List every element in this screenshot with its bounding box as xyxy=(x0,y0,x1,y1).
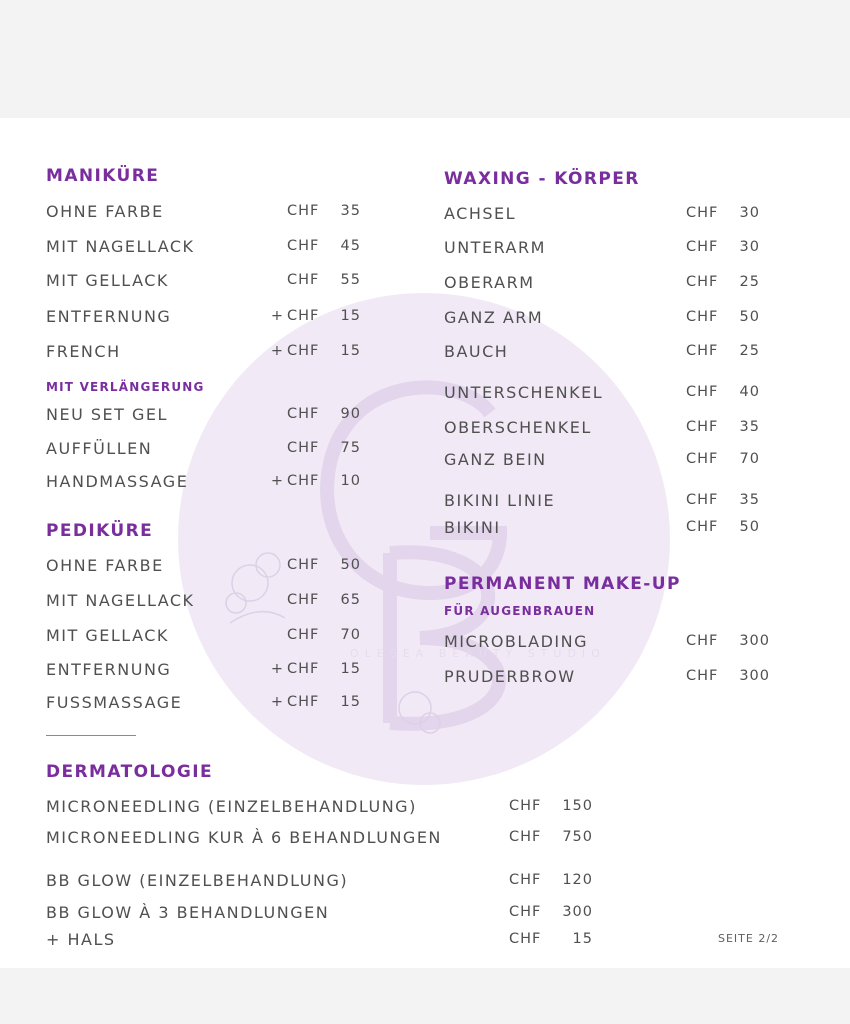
price-currency: CHF xyxy=(686,309,719,325)
price-currency: CHF xyxy=(287,440,320,456)
service-price xyxy=(268,694,361,710)
price-amount: 70 xyxy=(340,627,361,643)
service-label: MICROBLADING xyxy=(444,632,589,651)
service-price xyxy=(268,440,361,456)
price-currency: CHF xyxy=(686,419,719,435)
service-price xyxy=(268,343,361,359)
service-price xyxy=(268,661,361,677)
price-amount: 300 xyxy=(739,633,770,649)
service-label: OBERSCHENKEL xyxy=(444,418,592,437)
service-label: BB GLOW (EINZELBEHANDLUNG) xyxy=(46,871,349,890)
price-amount: 75 xyxy=(340,440,361,456)
price-amount: 15 xyxy=(572,931,593,947)
service-price xyxy=(268,557,361,573)
service-label: ACHSEL xyxy=(444,204,517,223)
price-currency: CHF xyxy=(686,274,719,290)
price-list-page xyxy=(0,118,850,968)
service-label: BIKINI LINIE xyxy=(444,491,556,510)
service-price xyxy=(686,668,770,684)
price-currency: CHF xyxy=(686,492,719,508)
price-amount: 50 xyxy=(340,557,361,573)
service-label: MIT NAGELLACK xyxy=(46,237,195,256)
service-label: AUFFÜLLEN xyxy=(46,439,153,458)
service-price xyxy=(268,203,361,219)
service-label: MICRONEEDLING (EINZELBEHANDLUNG) xyxy=(46,797,417,816)
svg-text:OLESEA BEAUTY STUDIO: OLESEA BEAUTY STUDIO xyxy=(350,647,606,660)
service-label: UNTERARM xyxy=(444,238,546,257)
price-currency: CHF xyxy=(686,519,719,535)
permanent-makeup-title: PERMANENT MAKE-UP xyxy=(444,574,681,594)
price-currency: CHF xyxy=(287,694,320,710)
price-amount: 25 xyxy=(739,343,760,359)
service-price xyxy=(509,872,593,888)
service-label: ENTFERNUNG xyxy=(46,307,172,326)
service-price xyxy=(268,272,361,288)
service-price xyxy=(268,308,361,324)
price-currency: CHF xyxy=(686,633,719,649)
service-label: MIT GELLACK xyxy=(46,271,169,290)
price-currency: CHF xyxy=(509,829,542,845)
service-price xyxy=(509,904,593,920)
price-amount: 90 xyxy=(340,406,361,422)
price-prefix: + xyxy=(270,308,284,324)
price-prefix: + xyxy=(270,694,284,710)
service-price xyxy=(686,519,760,535)
price-prefix: + xyxy=(270,661,284,677)
service-price xyxy=(686,384,760,400)
service-price xyxy=(686,451,760,467)
price-currency: CHF xyxy=(509,872,542,888)
price-prefix: + xyxy=(270,473,284,489)
service-price xyxy=(268,473,361,489)
price-currency: CHF xyxy=(287,238,320,254)
price-currency: CHF xyxy=(509,904,542,920)
service-label: FRENCH xyxy=(46,342,121,361)
eyebrow-subtitle: FÜR AUGENBRAUEN xyxy=(444,604,596,618)
service-label: BB GLOW À 3 BEHANDLUNGEN xyxy=(46,903,330,922)
price-amount: 30 xyxy=(739,239,760,255)
service-label: GANZ ARM xyxy=(444,308,544,327)
price-currency: CHF xyxy=(287,406,320,422)
service-price xyxy=(686,239,760,255)
service-label: HANDMASSAGE xyxy=(46,472,189,491)
price-prefix: + xyxy=(270,343,284,359)
service-price xyxy=(686,633,770,649)
price-amount: 150 xyxy=(562,798,593,814)
service-label: OHNE FARBE xyxy=(46,202,164,221)
page-number: SEITE 2/2 xyxy=(718,932,780,945)
price-amount: 15 xyxy=(340,694,361,710)
price-amount: 45 xyxy=(340,238,361,254)
service-price xyxy=(509,798,593,814)
price-currency: CHF xyxy=(509,931,542,947)
service-label: MIT NAGELLACK xyxy=(46,591,195,610)
price-currency: CHF xyxy=(686,384,719,400)
price-currency: CHF xyxy=(686,239,719,255)
service-label: MIT GELLACK xyxy=(46,626,169,645)
price-currency: CHF xyxy=(287,272,320,288)
price-currency: CHF xyxy=(287,473,320,489)
waxing-title: WAXING - KÖRPER xyxy=(444,169,640,189)
price-amount: 15 xyxy=(340,343,361,359)
service-label: UNTERSCHENKEL xyxy=(444,383,604,402)
price-amount: 35 xyxy=(739,492,760,508)
price-amount: 300 xyxy=(739,668,770,684)
price-amount: 35 xyxy=(739,419,760,435)
price-currency: CHF xyxy=(686,343,719,359)
extension-subtitle: MIT VERLÄNGERUNG xyxy=(46,380,205,394)
service-price xyxy=(509,931,593,947)
service-label: BAUCH xyxy=(444,342,509,361)
service-price xyxy=(686,274,760,290)
service-label: PRUDERBROW xyxy=(444,667,576,686)
service-label: MICRONEEDLING KUR À 6 BEHANDLUNGEN xyxy=(46,828,442,847)
service-label: OHNE FARBE xyxy=(46,556,164,575)
price-currency: CHF xyxy=(287,557,320,573)
service-price xyxy=(268,627,361,643)
price-amount: 70 xyxy=(739,451,760,467)
service-price xyxy=(686,343,760,359)
price-amount: 50 xyxy=(739,309,760,325)
service-label: NEU SET GEL xyxy=(46,405,168,424)
dermatology-title: DERMATOLOGIE xyxy=(46,762,213,782)
price-currency: CHF xyxy=(686,451,719,467)
price-amount: 300 xyxy=(562,904,593,920)
price-currency: CHF xyxy=(287,661,320,677)
service-price xyxy=(268,406,361,422)
price-amount: 120 xyxy=(562,872,593,888)
price-amount: 750 xyxy=(562,829,593,845)
service-price xyxy=(686,309,760,325)
service-price xyxy=(268,238,361,254)
price-currency: CHF xyxy=(686,205,719,221)
service-label: + HALS xyxy=(46,930,116,949)
price-currency: CHF xyxy=(287,343,320,359)
service-label: OBERARM xyxy=(444,273,535,292)
service-price xyxy=(268,592,361,608)
price-currency: CHF xyxy=(287,203,320,219)
service-label: FUSSMASSAGE xyxy=(46,693,183,712)
price-amount: 35 xyxy=(340,203,361,219)
price-amount: 50 xyxy=(739,519,760,535)
price-amount: 15 xyxy=(340,661,361,677)
price-currency: CHF xyxy=(287,592,320,608)
price-amount: 10 xyxy=(340,473,361,489)
price-currency: CHF xyxy=(509,798,542,814)
studio-logo-icon xyxy=(190,303,660,773)
service-price xyxy=(686,492,760,508)
pedicure-title: PEDIKÜRE xyxy=(46,521,154,541)
service-label: ENTFERNUNG xyxy=(46,660,172,679)
service-price xyxy=(686,419,760,435)
price-currency: CHF xyxy=(287,308,320,324)
price-currency: CHF xyxy=(686,668,719,684)
service-label: BIKINI xyxy=(444,518,501,537)
price-amount: 40 xyxy=(739,384,760,400)
section-divider xyxy=(46,735,136,736)
manicure-title: MANIKÜRE xyxy=(46,166,160,186)
service-price xyxy=(686,205,760,221)
price-amount: 25 xyxy=(739,274,760,290)
price-amount: 55 xyxy=(340,272,361,288)
price-amount: 65 xyxy=(340,592,361,608)
service-price xyxy=(509,829,593,845)
price-currency: CHF xyxy=(287,627,320,643)
price-amount: 30 xyxy=(739,205,760,221)
service-label: GANZ BEIN xyxy=(444,450,547,469)
price-amount: 15 xyxy=(340,308,361,324)
